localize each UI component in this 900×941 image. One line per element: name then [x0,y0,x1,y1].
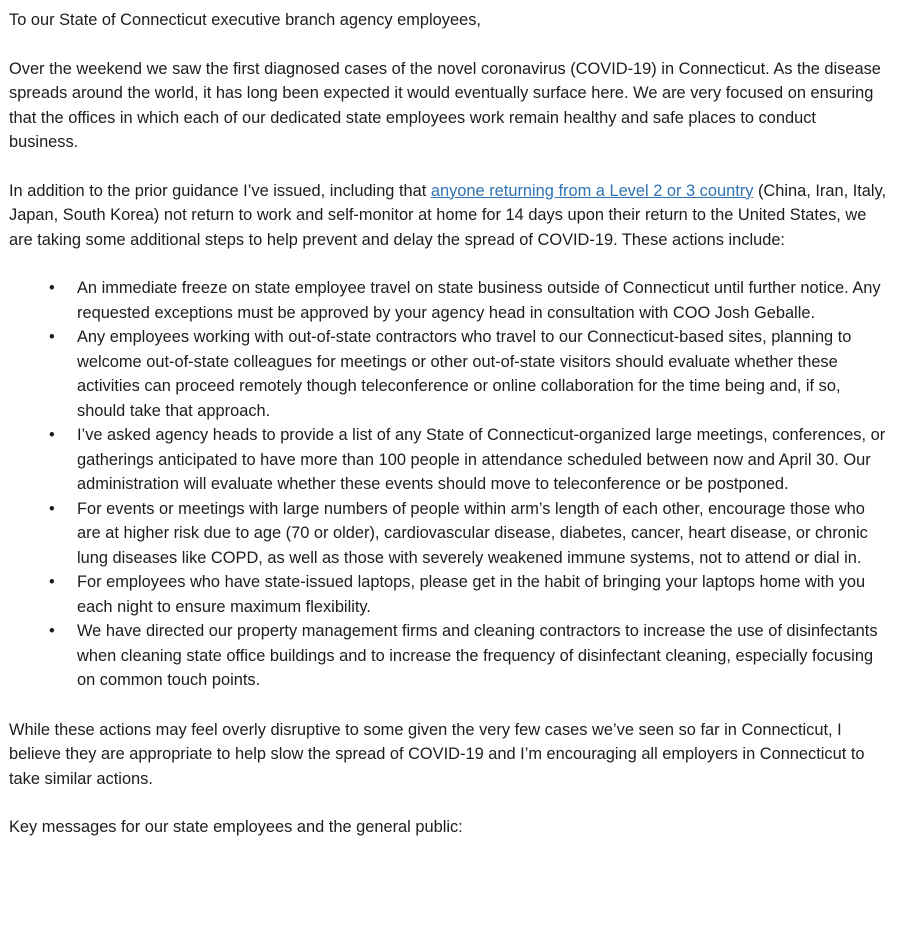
actions-list [9,276,887,693]
list-item-travel-freeze: • An immediate freeze on state employee travel on state business outside of Connecticut until further notice. Any requested exceptions must be approved by your agency head in consultation with COO Josh Geballe. [77,276,887,325]
guidance-text-before-link: In addition to the prior guidance I’ve issued, including that [9,181,431,200]
list-item-higher-risk-attendees: • For events or meetings with large numbers of people within arm’s length of each other, encourage those who are at higher risk due to age (70 or older), cardiovascular disease, diabetes, cancer, heart disease, or chronic lung diseases like COPD, as well as those with severely weakened immune systems, not to attend or dial in. [77,497,887,571]
list-item-out-of-state-contractors: • Any employees working with out-of-state contractors who travel to our Connecticut-based sites, planning to welcome out-of-state colleagues for meetings or other out-of-state visitors should evaluate whether these activities can proceed remotely though teleconference or online collaboration for the time being and, if so, should take that approach. [77,325,887,423]
key-messages-heading: Key messages for our state employees and the general public: [9,818,463,836]
list-item-large-meetings: • I’ve asked agency heads to provide a list of any State of Connecticut-organized large meetings, conferences, or gatherings anticipated to have more than 100 people in attendance scheduled between now and April 30. Our administration will evaluate whether these events should move to teleconference or be postponed. [77,423,887,497]
salutation: To our State of Connecticut executive branch agency employees, [9,11,481,29]
guidance-text-after-link: (China, Iran, Italy, Japan, South Korea) not return to work and self-monitor at home for 14 days upon their return to the United States, we are taking some additional steps to help prevent and delay the spread of COVID-19. These actions include: [9,181,887,249]
intro-paragraph: Over the weekend we saw the first diagnosed cases of the novel coronavirus (COVID-19) in Connecticut. As the disease spreads around the world, it has long been expected it would eventually surface here. We are very focused on ensuring that the offices in which each of our dedicated state employees work remain healthy and safe places to conduct business. [9,59,881,151]
level-2-or-3-country-link[interactable]: anyone returning from a Level 2 or 3 country [430,181,754,200]
closing-paragraph: While these actions may feel overly disruptive to some given the very few cases we’ve seen so far in Connecticut, I believe they are appropriate to help slow the spread of COVID-19 and I’m encouraging all employers in Connecticut to take similar actions. [9,720,865,788]
list-item-cleaning-contractors: • We have directed our property management firms and cleaning contractors to increase the use of disinfectants when cleaning state office buildings and to increase the frequency of disinfectant cleaning, especially focusing on common touch points. [77,619,887,693]
guidance-paragraph [9,179,887,253]
list-item-state-issued-laptops: • For employees who have state-issued laptops, please get in the habit of bringing your laptops home with you each night to ensure maximum flexibility. [77,570,887,619]
